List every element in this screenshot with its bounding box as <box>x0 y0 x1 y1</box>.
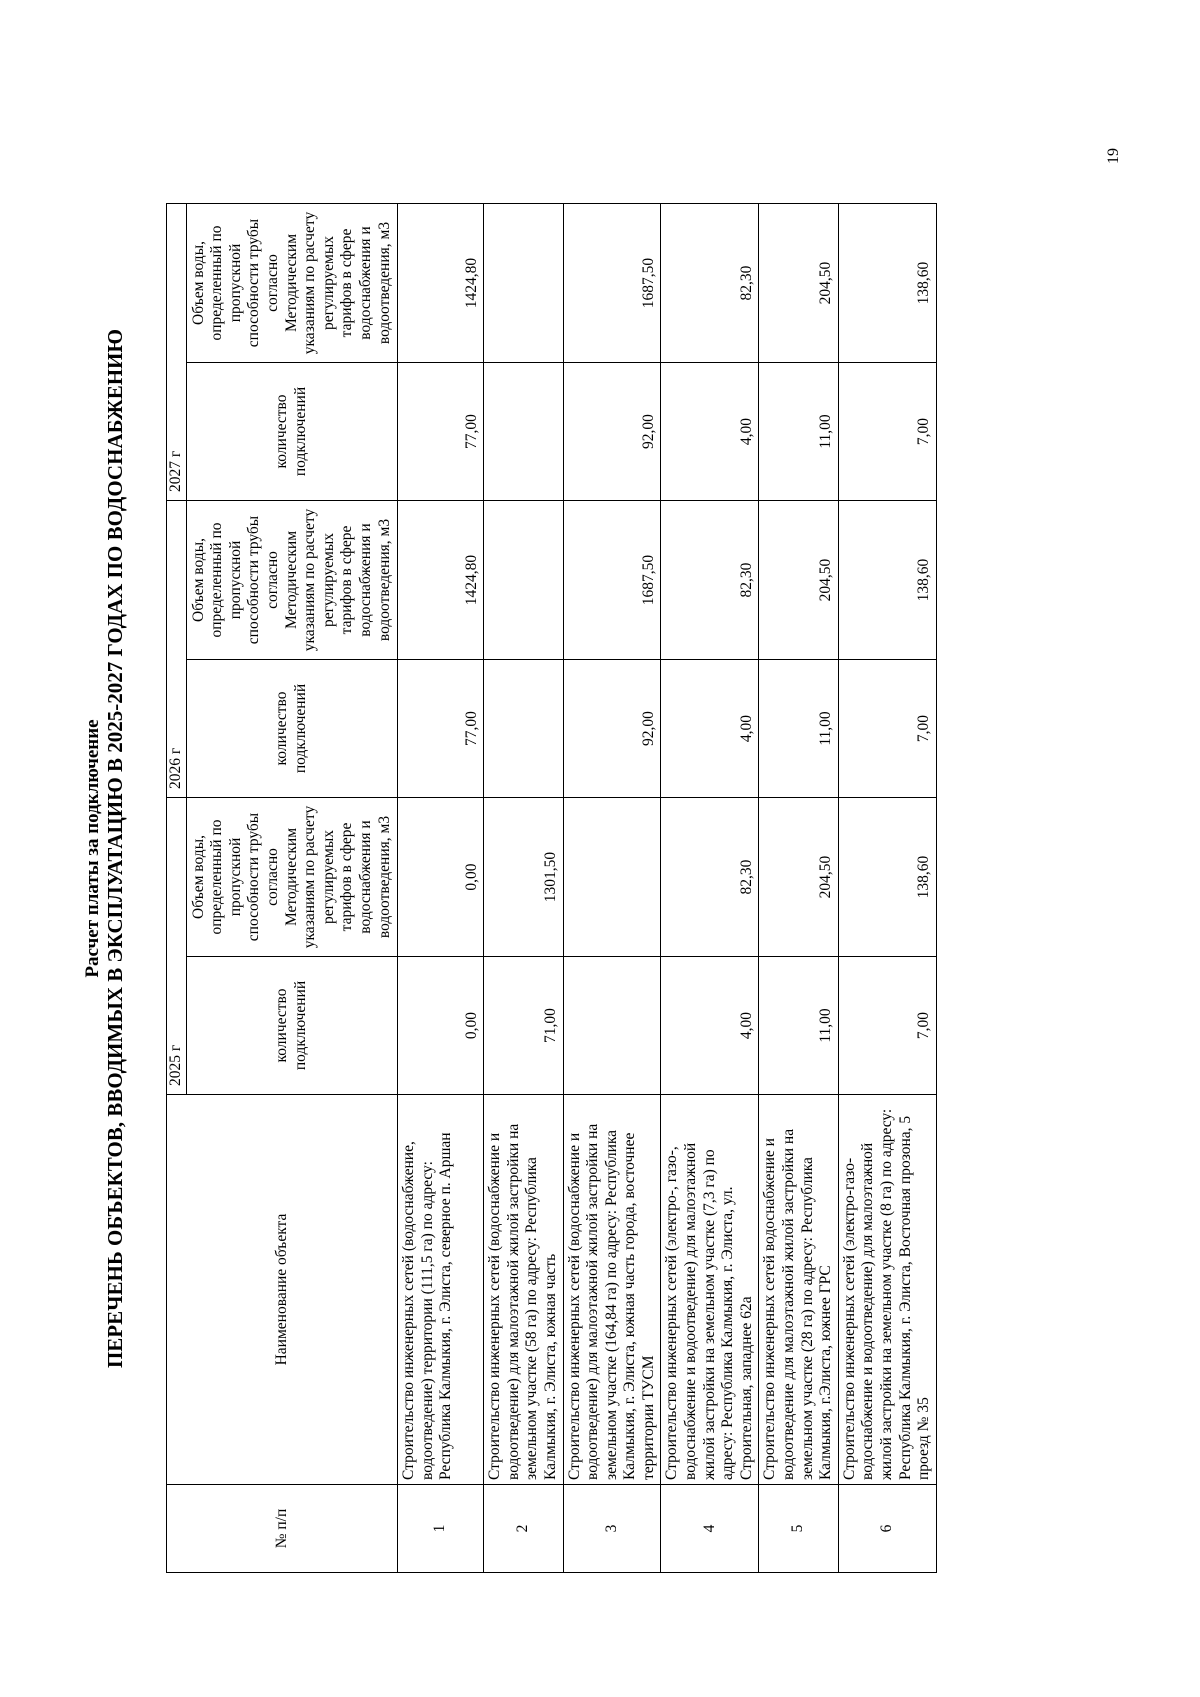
row-object-name: Строительство инженерных сетей (водоснабжение и водоотведение) для малоэтажной жилой застройки на земельном участке (164,84 га) по адресу: Республика Калмыкия, г. Элиста, южная часть города, восточнее территории ТУСМ <box>563 1095 661 1485</box>
header-year-2025: 2025 г <box>167 798 187 1095</box>
count-2025: 71,00 <box>484 957 563 1095</box>
row-object-name: Строительство инженерных сетей (электро-, газо-, водоснабжение и водоотведение) для малоэтажной жилой застройки на земельном участке (7,3 га) по адресу: Республика Калмыкия, г. Элиста, ул. Строительная, западнее 62а <box>661 1095 759 1485</box>
table-row <box>563 204 661 1573</box>
volume-2025 <box>563 798 661 957</box>
volume-2025: 82,30 <box>661 798 759 957</box>
header-number: № п/п <box>167 1485 398 1573</box>
row-object-name: Строительство инженерных сетей (электро-газо- водоснабжение и водоотведение) для малоэтажной жилой застройки на земельном участке (8 га) по адресу: Республика Калмыкия, г. Элиста, Восточная прозона, 5 проезд № 35 <box>838 1095 936 1485</box>
count-2025: 7,00 <box>838 957 936 1095</box>
count-2026: 77,00 <box>398 660 484 798</box>
count-2025: 0,00 <box>398 957 484 1095</box>
volume-2025: 204,50 <box>759 798 838 957</box>
header-row-years <box>167 204 187 1573</box>
row-number: 4 <box>661 1485 759 1573</box>
volume-2027: 82,30 <box>661 204 759 363</box>
count-2027 <box>484 363 563 501</box>
header-volume-2027: Объем воды, определенный по пропускной способности трубы согласно Методическим указаниям по расчету регулируемых тарифов в сфере водоснабжения и водоотведения, м3 <box>186 204 398 363</box>
volume-2025: 1301,50 <box>484 798 563 957</box>
page-number: 19 <box>1105 148 1122 164</box>
table-row <box>484 204 563 1573</box>
count-2026 <box>484 660 563 798</box>
volume-2027: 138,60 <box>838 204 936 363</box>
volume-2026: 204,50 <box>759 501 838 660</box>
header-count-2027: количество подключений <box>186 363 398 501</box>
table-row <box>661 204 759 1573</box>
header-volume-2026: Объем воды, определенный по пропускной способности трубы согласно Методическим указаниям по расчету регулируемых тарифов в сфере водоснабжения и водоотведения, м3 <box>186 501 398 660</box>
count-2027: 11,00 <box>759 363 838 501</box>
volume-2025: 0,00 <box>398 798 484 957</box>
count-2026: 92,00 <box>563 660 661 798</box>
header-year-2026: 2026 г <box>167 501 187 798</box>
header-volume-2025: Объем воды, определенный по пропускной способности трубы согласно Методическим указаниям по расчету регулируемых тарифов в сфере водоснабжения и водоотведения, м3 <box>186 798 398 957</box>
volume-2026 <box>484 501 563 660</box>
objects-table <box>166 203 937 1573</box>
header-count-2025: количество подключений <box>186 957 398 1095</box>
heading-line-2: ПЕРЕЧЕНЬ ОБЪЕКТОВ, ВВОДИМЫХ В ЭКСПЛУАТАЦИЮ В 2025-2027 ГОДАХ ПО ВОДОСНАБЖЕНИЮ <box>103 328 127 1369</box>
row-object-name: Строительство инженерных сетей (водоснабжение и водоотведение) для малоэтажной жилой застройки на земельном участке (58 га) по адресу: Республика Калмыкия, г. Элиста, южная часть <box>484 1095 563 1485</box>
volume-2026: 1424,80 <box>398 501 484 660</box>
volume-2027: 1687,50 <box>563 204 661 363</box>
row-object-name: Строительство инженерных сетей водоснабжение и водоотведение для малоэтажной жилой застройки на земельном участке (28 га) по адресу: Республика Калмыкия, г.Элиста, южнее ГРС <box>759 1095 838 1485</box>
table-row <box>838 204 936 1573</box>
heading-line-1: Расчет платы за подключение <box>82 719 103 978</box>
row-object-name: Строительство инженерных сетей (водоснабжение, водоотведение) территории (111,5 га) по адресу: Республика Калмыкия, г. Элиста, северное п. Аршан <box>398 1095 484 1485</box>
volume-2027: 1424,80 <box>398 204 484 363</box>
count-2026: 4,00 <box>661 660 759 798</box>
count-2025 <box>563 957 661 1095</box>
row-number: 6 <box>838 1485 936 1573</box>
count-2025: 11,00 <box>759 957 838 1095</box>
volume-2026: 138,60 <box>838 501 936 660</box>
header-count-2026: количество подключений <box>186 660 398 798</box>
header-object-name: Наименование объекта <box>167 1095 398 1485</box>
count-2027: 92,00 <box>563 363 661 501</box>
row-number: 1 <box>398 1485 484 1573</box>
row-number: 3 <box>563 1485 661 1573</box>
count-2025: 4,00 <box>661 957 759 1095</box>
header-year-2027: 2027 г <box>167 204 187 501</box>
count-2027: 4,00 <box>661 363 759 501</box>
volume-2026: 1687,50 <box>563 501 661 660</box>
row-number: 2 <box>484 1485 563 1573</box>
table-row <box>759 204 838 1573</box>
volume-2027 <box>484 204 563 363</box>
count-2026: 7,00 <box>838 660 936 798</box>
count-2027: 77,00 <box>398 363 484 501</box>
volume-2026: 82,30 <box>661 501 759 660</box>
volume-2027: 204,50 <box>759 204 838 363</box>
volume-2025: 138,60 <box>838 798 936 957</box>
row-number: 5 <box>759 1485 838 1573</box>
count-2027: 7,00 <box>838 363 936 501</box>
table-row <box>398 204 484 1573</box>
count-2026: 11,00 <box>759 660 838 798</box>
